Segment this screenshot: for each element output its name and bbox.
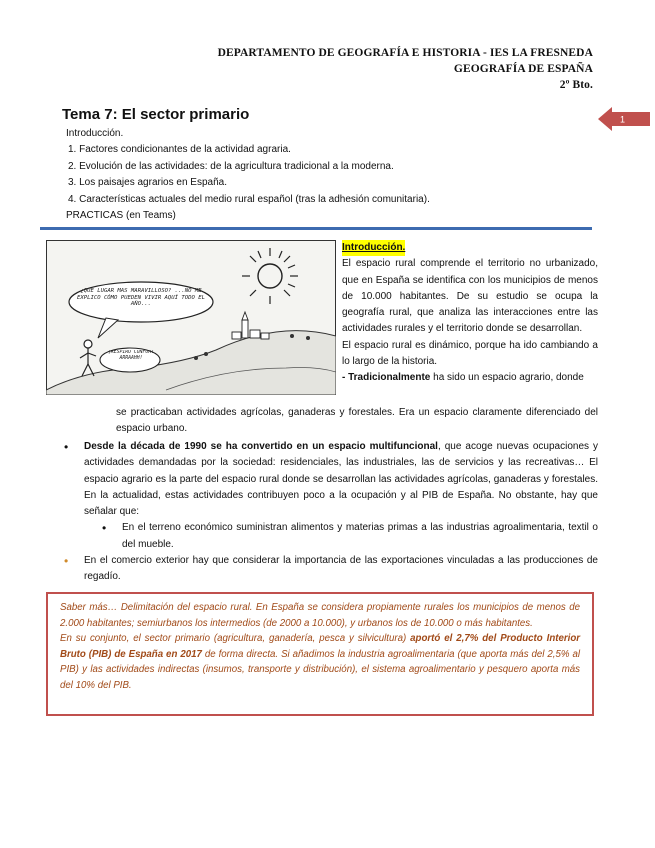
box-text: En su conjunto, el sector primario (agricultura, ganadería, pesca y silvicultura)	[60, 633, 411, 645]
toc-item[interactable]: 2. Evolución de las actividades: de la agricultura tradicional a la moderna.	[68, 160, 394, 172]
page-marker-arrow-icon[interactable]	[598, 106, 650, 132]
list-item	[62, 553, 598, 586]
list-item	[62, 439, 598, 520]
intro-paragraph-continued: se practicaban actividades agrícolas, ganaderas y forestales. Era un espacio claramente diferenciado del espacio urbano.	[116, 407, 598, 435]
bullet-icon: •	[64, 554, 69, 569]
box-text: de forma directa. Si añadimos la industria agroalimentaria (que aporta más del 2,5% al PIB) y las actividades indirectas (insumos, transporte y distribución), el sistema agroalimentario y pesquero aporta más del 10% del PIB.	[60, 648, 580, 691]
bullet-icon: •	[64, 440, 69, 454]
cartoon-bubble-2: ¡RESPIRO CONFORT ARRAAHH!	[107, 350, 155, 361]
intro-heading: Introducción.	[342, 240, 405, 256]
intro-paragraph: El espacio rural es dinámico, porque ha ido cambiando a lo largo de la historia.	[342, 339, 598, 368]
bullet-text: En el terreno económico suministran alimentos y materias primas a las industrias agroalimentaria, textil o del mueble.	[122, 522, 598, 550]
toc-item[interactable]: 3. Los paisajes agrarios en España.	[68, 177, 227, 189]
header-subject: GEOGRAFÍA DE ESPAÑA	[453, 63, 593, 75]
page-title: Tema 7: El sector primario	[62, 106, 250, 123]
bullet-icon: •	[102, 521, 107, 536]
toc-item[interactable]: 4. Características actuales del medio rural español (tras la adhesión comunitaria).	[68, 193, 430, 205]
intro-paragraph: El espacio rural comprende el territorio no urbanizado, que en España se identifica con los municipios de menos de 10.000 habitantes. De su estudio se ocupa la geografía rural, que analiza las interacciones entre las actividades rurales y el territorio donde se desarrollan.	[342, 258, 598, 335]
toc-intro[interactable]: Introducción.	[66, 128, 124, 139]
box-bold-text: aportó el 2,7% del Producto Interior Bruto (PIB) de España en 2017	[60, 633, 581, 660]
intro-paragraph	[342, 370, 598, 386]
header-department: DEPARTAMENTO DE GEOGRAFÍA E HISTORIA - IES LA FRESNEDA	[217, 47, 593, 59]
intro-column	[342, 240, 598, 387]
section-divider	[40, 227, 592, 230]
toc-practicas[interactable]: PRACTICAS (en Teams)	[66, 210, 176, 222]
bullet-text: , que acoge nuevas ocupaciones y actividades demandadas por la sociedad: residenciales, las industriales, las de servicios y las recreativas… El espacio agrario es la parte del espacio rural donde se desarrollan las actividades agrícolas, ganaderas y forestales. En la actualidad, estas actividades contribuyen poco a la ocupación y al PIB de España. No obstante, hay que señalar que:	[84, 441, 598, 518]
toc-item[interactable]: 1. Factores condicionantes de la actividad agraria.	[68, 144, 291, 156]
bullet-list	[62, 439, 598, 586]
bullet-text: En el comercio exterior hay que considerar la importancia de las exportaciones vinculadas a las producciones de regadío.	[84, 555, 598, 583]
page-marker-number: 1	[620, 114, 626, 125]
intro-text: ha sido un espacio agrario, donde	[430, 372, 584, 384]
box-paragraph	[60, 631, 580, 693]
header-course: 2º Bto.	[559, 79, 593, 91]
table-of-contents	[66, 126, 430, 224]
box-paragraph: Saber más… Delimitación del espacio rural. En España se considera propiamente rurales los municipios de menos de 2.000 habitantes; semiurbanos los intermedios (de 2000 a 10.000), y urbanos los de 10.000 o más habitantes.	[60, 602, 580, 629]
saber-mas-box	[46, 592, 594, 716]
cartoon-bubble-1: ¿QUÉ LUGAR MÁS MARAVILLOSO? ...NO ME EXPLICO CÓMO PUEDEN VIVIR AQUÍ TODO EL AÑO...	[77, 288, 205, 308]
cartoon-image	[46, 240, 336, 395]
list-item	[62, 520, 598, 553]
traditional-label: - Tradicionalmente	[342, 372, 431, 384]
bullet-bold: Desde la década de 1990 se ha convertido en un espacio multifuncional	[84, 441, 438, 452]
